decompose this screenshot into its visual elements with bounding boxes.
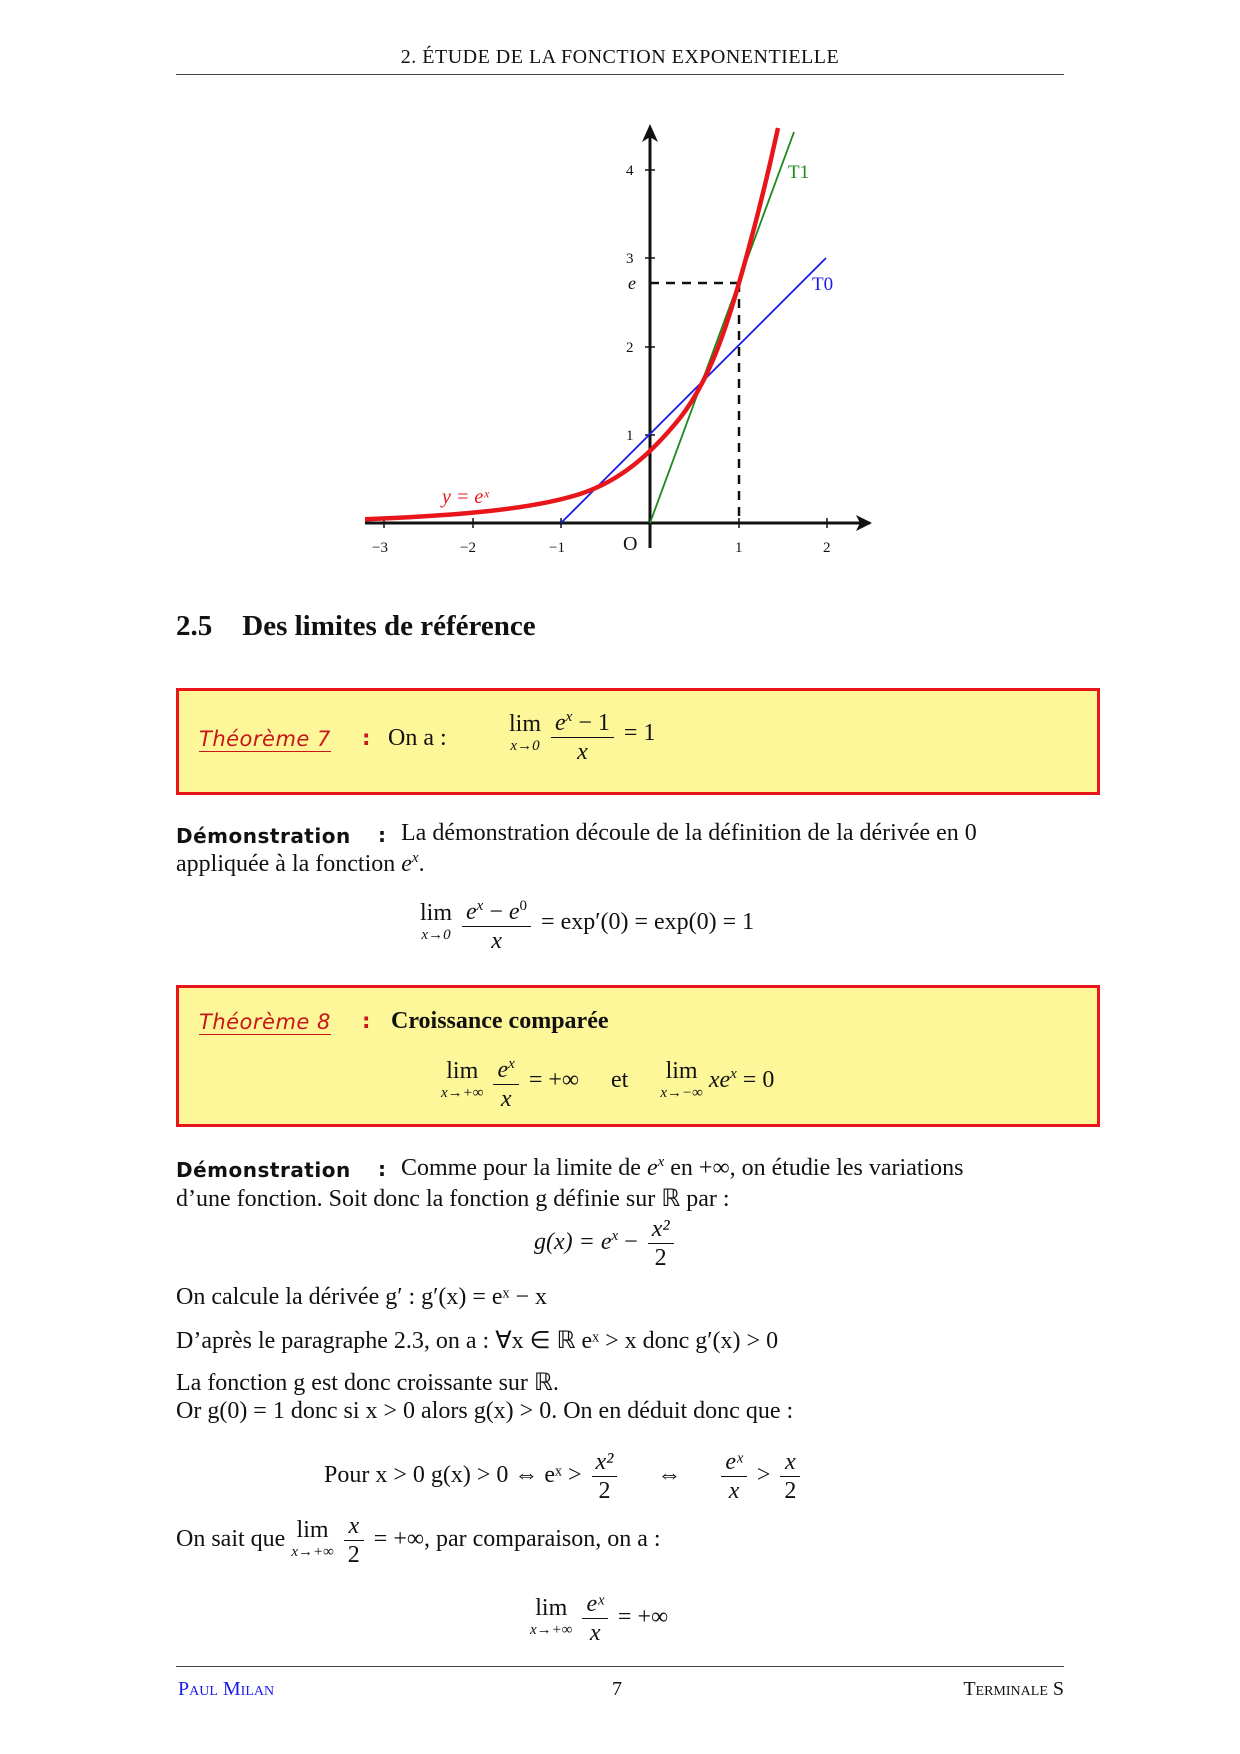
denominator: 2 [347, 1542, 360, 1568]
exponential-figure [360, 118, 880, 558]
numerator: x² [648, 1215, 674, 1244]
denominator: x [728, 1478, 740, 1504]
tangent-t1-line [650, 132, 794, 523]
final-limit [530, 1590, 668, 1647]
theorem-8-formula [441, 1050, 774, 1113]
theorem-7-colon: : [362, 726, 371, 750]
numerator: x² [592, 1448, 618, 1477]
tangent-t1-label: T1 [788, 162, 810, 183]
demonstration-2-colon: : [378, 1157, 387, 1181]
x-tick-label: −1 [549, 540, 565, 556]
y-tick-label: 4 [626, 163, 634, 179]
numerator-base: e [555, 710, 566, 736]
equivalence-chain [324, 1448, 804, 1505]
equivalence-symbol: ⇔ [657, 1462, 682, 1489]
x-tick-label: 2 [823, 540, 831, 556]
tangent-t0-label: T0 [812, 274, 834, 295]
numerator: x [780, 1448, 800, 1477]
theorem-8-label: Théorème 8 [199, 1010, 331, 1034]
numerator-rest: − 1 [572, 710, 610, 736]
section-title: Des limites de référence [242, 610, 536, 642]
paragraph-reference-line: D’après le paragraphe 2.3, on a : ∀x ∈ ℝ eˣ > x donc g′(x) > 0 [176, 1328, 779, 1354]
demonstration-1-line-2 [176, 850, 425, 878]
section-number: 2.5 [176, 610, 213, 642]
e-label: e [628, 273, 636, 293]
result: = 0 [736, 1067, 775, 1094]
lim-operator: lim [446, 1057, 479, 1084]
exponent: x [657, 1154, 665, 1170]
running-header: 2. ÉTUDE DE LA FONCTION EXPONENTIELLE [400, 46, 840, 68]
denominator: x [500, 1086, 512, 1112]
y-tick-label: 3 [626, 251, 634, 267]
e-symbol: e [646, 1155, 658, 1181]
line-text: = +∞, par comparaison, on a : [373, 1526, 661, 1553]
or-line: Or g(0) = 1 donc si x > 0 alors g(x) > 0. On en déduit donc que : [176, 1398, 794, 1424]
exponent: x [411, 850, 419, 866]
result: = 1 [623, 720, 656, 747]
demonstration-2-line-2: d’une fonction. Soit donc la fonction g définie sur ℝ par : [176, 1186, 730, 1212]
equality-chain: = exp′(0) = exp(0) = 1 [541, 909, 755, 936]
x-tick-label: −2 [460, 540, 476, 556]
exp-curve [365, 128, 778, 519]
line-text: appliquée à la fonction [176, 851, 402, 877]
exponent: x [476, 898, 484, 914]
footer-rule [176, 1666, 1064, 1667]
theorem-7-formula [509, 703, 655, 766]
x-tick-label: −3 [372, 540, 388, 556]
conjunction-et: et [611, 1067, 629, 1094]
exponent: x [730, 1066, 737, 1083]
greater-than: > [756, 1462, 771, 1489]
curve-label: y = eˣ [442, 486, 489, 508]
result: = +∞ [617, 1604, 669, 1631]
denominator: 2 [784, 1478, 797, 1504]
result: = +∞ [528, 1067, 579, 1094]
theorem-7-intro: On a : [388, 725, 447, 751]
lim-operator: lim [420, 899, 453, 926]
lim-subscript: x→0 [421, 926, 451, 943]
minus: − [483, 899, 509, 925]
line-text: en +∞, on étudie les variations [664, 1155, 964, 1181]
demonstration-1-formula [420, 892, 754, 955]
on-sait-que-line [176, 1512, 661, 1569]
demonstration-1-label: Démonstration [176, 824, 351, 848]
footer-page-number: 7 [612, 1678, 622, 1700]
lim-operator: lim [509, 710, 542, 737]
line-text: On sait que [176, 1526, 292, 1553]
demonstration-2-line-1 [401, 1154, 964, 1182]
lim-subscript: x→−∞ [660, 1084, 703, 1101]
demonstration-2-label: Démonstration [176, 1158, 351, 1182]
y-tick-label: 1 [626, 428, 634, 444]
lim-subscript: x→+∞ [291, 1543, 334, 1560]
numerator: eˣ [582, 1590, 607, 1619]
denominator: 2 [598, 1478, 611, 1504]
footer-author: Paul Milan [178, 1678, 275, 1700]
e-symbol: e [401, 851, 412, 877]
numerator: x [344, 1512, 364, 1541]
period: . [418, 851, 425, 877]
exponent: x [611, 1228, 619, 1245]
denominator: x [589, 1620, 601, 1646]
denominator: x [491, 928, 502, 954]
derivative-line: On calcule la dérivée g′ : g′(x) = eˣ − x [176, 1284, 548, 1310]
footer-course: Terminale S [963, 1678, 1064, 1700]
exponent: 0 [519, 898, 528, 914]
section-heading [176, 610, 536, 643]
y-tick-label: 2 [626, 340, 634, 356]
demonstration-1-line-1: La démonstration découle de la définition de la dérivée en 0 [401, 820, 977, 846]
g-lhs: g(x) = e [534, 1229, 612, 1256]
theorem-7-box [176, 688, 1100, 795]
expression: xe [708, 1067, 731, 1094]
exponent: x [508, 1056, 515, 1072]
e-symbol: e [508, 899, 520, 925]
lim-operator: lim [665, 1057, 698, 1084]
lim-operator: lim [535, 1594, 568, 1621]
e-symbol: e [466, 899, 477, 925]
lim-operator: lim [296, 1516, 329, 1543]
lim-subscript: x→+∞ [530, 1621, 573, 1638]
minus: − [618, 1229, 644, 1256]
theorem-7-label: Théorème 7 [199, 727, 331, 751]
theorem-8-box [176, 985, 1100, 1127]
numerator-exponent: x [565, 709, 573, 725]
lim-subscript: x→+∞ [441, 1084, 484, 1101]
numerator: eˣ [721, 1448, 746, 1477]
denominator: x [577, 739, 588, 765]
demonstration-1-colon: : [378, 823, 387, 847]
line-text: Comme pour la limite de [401, 1155, 647, 1181]
croissante-line: La fonction g est donc croissante sur ℝ. [176, 1370, 559, 1396]
header-rule [176, 74, 1064, 75]
theorem-8-title: Croissance comparée [391, 1008, 609, 1034]
pour-text: Pour x > 0 g(x) > 0 ⇔ eˣ > [324, 1462, 588, 1489]
denominator: 2 [654, 1245, 667, 1271]
g-definition [534, 1215, 678, 1272]
origin-label: O [623, 533, 638, 555]
x-tick-label: 1 [735, 540, 743, 556]
lim-subscript: x→0 [510, 737, 540, 754]
theorem-8-colon: : [362, 1009, 371, 1033]
e-symbol: e [497, 1057, 509, 1083]
